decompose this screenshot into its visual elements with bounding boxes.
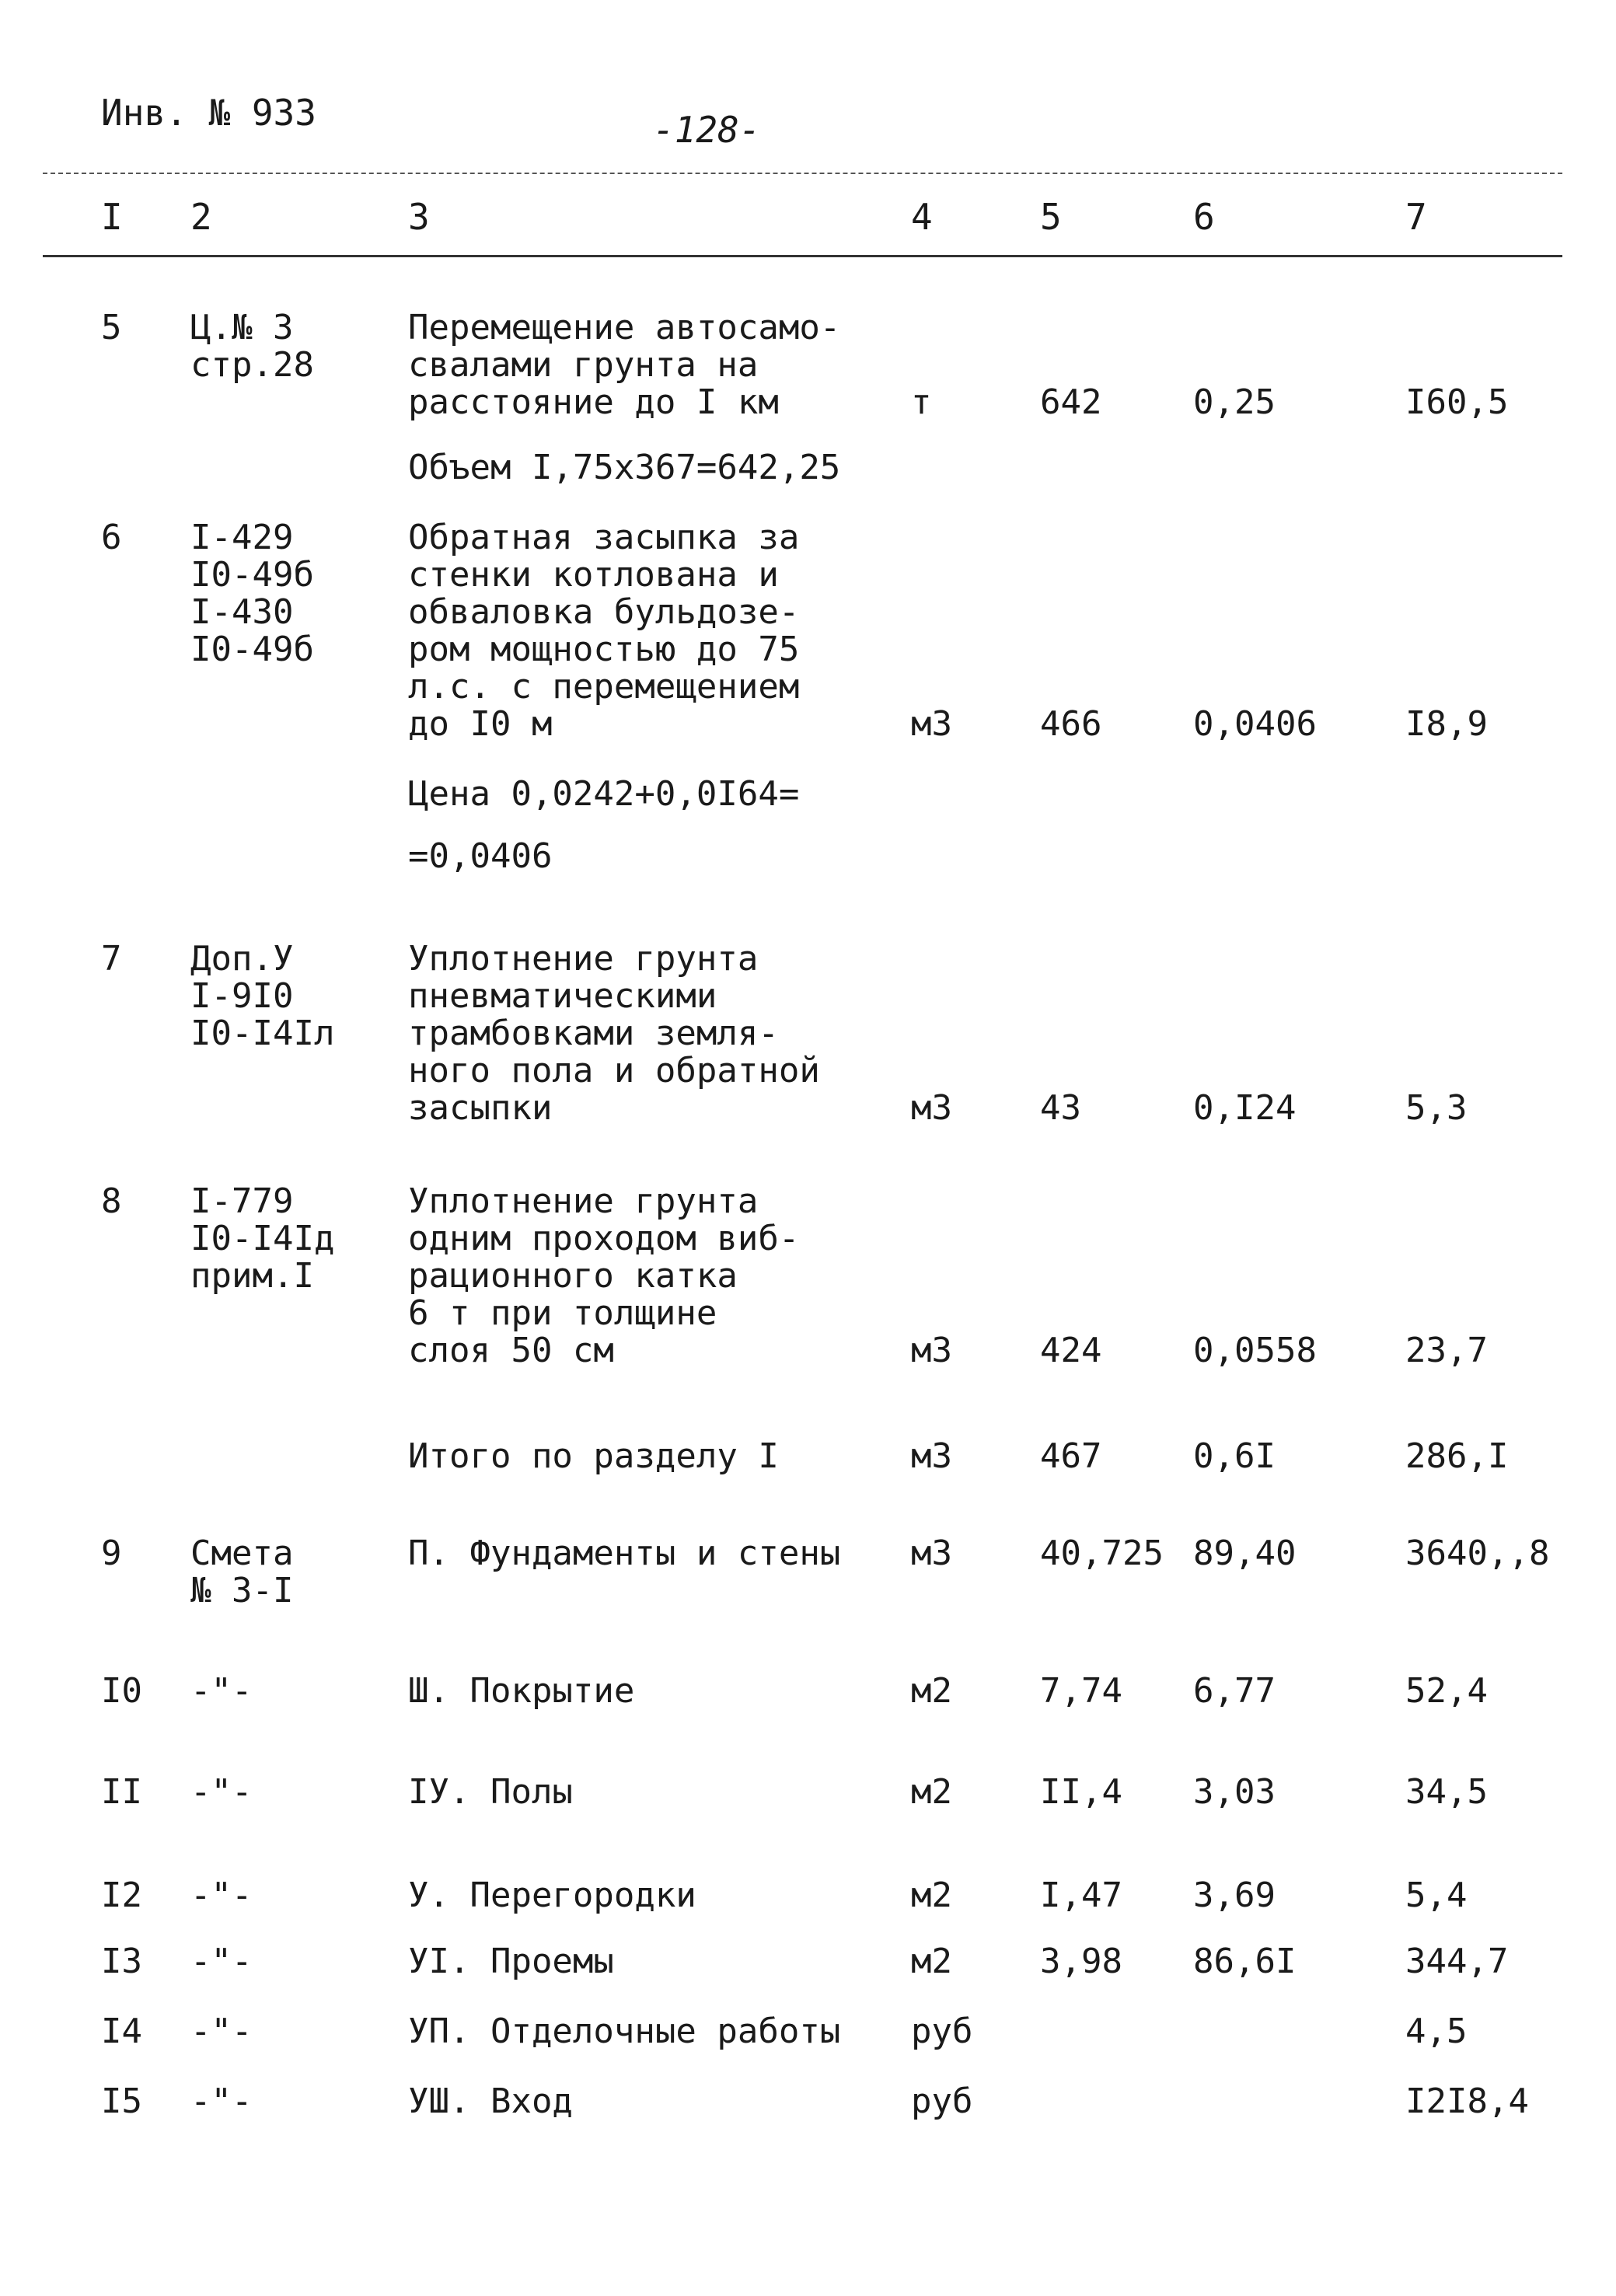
row-description: IУ. Полы [408, 1772, 573, 1812]
row-total: 3640,,8 [1405, 1534, 1550, 1573]
row-reference: -"- [190, 1671, 253, 1711]
row-reference: -"- [190, 2081, 253, 2121]
row-unit-price: 0,0558 [1193, 1331, 1317, 1370]
row-description: У. Перегородки [408, 1876, 696, 1915]
row-note: Цена 0,0242+0,0I64= [408, 774, 800, 814]
column-header-1: I [101, 196, 123, 238]
row-total: 5,3 [1405, 1088, 1468, 1128]
header-rule-top [43, 173, 1562, 174]
row-note: Объем I,75x367=642,25 [408, 448, 841, 487]
row-total: 34,5 [1405, 1772, 1488, 1812]
row-note: =0,0406 [408, 836, 553, 876]
row-description: Итого по разделу I [408, 1436, 779, 1476]
row-unit: м3 [911, 704, 952, 744]
row-description: УШ. Вход [408, 2081, 573, 2121]
row-total: 23,7 [1405, 1331, 1488, 1370]
row-number: II [101, 1772, 142, 1812]
row-description: П. Фундаменты и стены [408, 1534, 841, 1573]
row-unit-price: 0,I24 [1193, 1088, 1297, 1128]
row-number: 7 [101, 939, 122, 979]
column-header-6: 6 [1193, 196, 1215, 238]
row-reference: Смета № 3-I [190, 1534, 294, 1610]
row-description: УI. Проемы [408, 1942, 614, 1981]
row-reference: I-779 I0-I4Iд прим.I [190, 1181, 335, 1296]
row-unit: м2 [911, 1942, 952, 1981]
row-total: 52,4 [1405, 1671, 1488, 1711]
row-reference: I-429 I0-49б I-430 I0-49б [190, 518, 314, 669]
row-description: Уплотнение грунта пневматическими трамбовками земля- ного пола и обратной засыпки [408, 939, 820, 1128]
row-number: I4 [101, 2012, 142, 2051]
row-quantity: 43 [1040, 1088, 1081, 1128]
row-unit: м2 [911, 1772, 952, 1812]
row-number: I3 [101, 1942, 142, 1981]
row-total: 4,5 [1405, 2012, 1468, 2051]
row-reference: -"- [190, 1942, 253, 1981]
row-unit-price: 6,77 [1193, 1671, 1276, 1711]
row-quantity: 642 [1040, 382, 1102, 422]
row-total: I8,9 [1405, 704, 1488, 744]
row-number: 9 [101, 1534, 122, 1573]
row-number: 5 [101, 308, 122, 347]
row-reference: Ц.№ 3 стр.28 [190, 308, 314, 385]
row-unit: м3 [911, 1088, 952, 1128]
row-total: I60,5 [1405, 382, 1509, 422]
row-description: Обратная засыпка за стенки котлована и обваловка бульдозе- ром мощностью до 75 л.с. с перемещением до I0 м [408, 518, 800, 744]
row-total: 5,4 [1405, 1876, 1468, 1915]
row-reference: -"- [190, 1876, 253, 1915]
row-unit-price: 89,40 [1193, 1534, 1297, 1573]
header-rule-bottom [43, 255, 1562, 257]
inventory-number: Инв. № 933 [101, 92, 316, 134]
row-quantity: 424 [1040, 1331, 1102, 1370]
column-header-3: 3 [408, 196, 430, 238]
row-quantity: II,4 [1040, 1772, 1122, 1812]
row-reference: -"- [190, 2012, 253, 2051]
row-unit: м2 [911, 1671, 952, 1711]
row-unit: м2 [911, 1876, 952, 1915]
row-description: Уплотнение грунта одним проходом виб- рационного катка 6 т при толщине слоя 50 см [408, 1181, 800, 1370]
row-unit-price: 0,0406 [1193, 704, 1317, 744]
row-quantity: 466 [1040, 704, 1102, 744]
row-description: УП. Отделочные работы [408, 2012, 841, 2051]
row-quantity: 7,74 [1040, 1671, 1122, 1711]
row-unit: т [911, 382, 932, 422]
row-unit: руб [911, 2012, 973, 2051]
row-reference: -"- [190, 1772, 253, 1812]
row-quantity: 467 [1040, 1436, 1102, 1476]
row-reference: Доп.У I-9I0 I0-I4Iл [190, 939, 335, 1053]
row-unit: м3 [911, 1436, 952, 1476]
column-header-4: 4 [911, 196, 933, 238]
row-unit-price: 0,25 [1193, 382, 1276, 422]
column-header-5: 5 [1040, 196, 1062, 238]
column-header-2: 2 [190, 196, 212, 238]
row-unit: руб [911, 2081, 973, 2121]
row-description: Перемещение автосамо- свалами грунта на расстояние до I км [408, 308, 841, 422]
row-quantity: I,47 [1040, 1876, 1122, 1915]
row-number: I0 [101, 1671, 142, 1711]
row-number: I2 [101, 1876, 142, 1915]
row-unit-price: 3,03 [1193, 1772, 1276, 1812]
row-number: I5 [101, 2081, 142, 2121]
row-total: 286,I [1405, 1436, 1509, 1476]
row-unit: м3 [911, 1534, 952, 1573]
row-unit-price: 0,6I [1193, 1436, 1276, 1476]
row-quantity: 40,725 [1040, 1534, 1164, 1573]
page-number: -128- [653, 109, 761, 151]
row-description: Ш. Покрытие [408, 1671, 635, 1711]
row-unit: м3 [911, 1331, 952, 1370]
row-unit-price: 3,69 [1193, 1876, 1276, 1915]
column-header-7: 7 [1405, 196, 1427, 238]
row-number: 8 [101, 1181, 122, 1221]
row-unit-price: 86,6I [1193, 1942, 1297, 1981]
row-total: 344,7 [1405, 1942, 1509, 1981]
row-number: 6 [101, 518, 122, 557]
row-quantity: 3,98 [1040, 1942, 1122, 1981]
row-total: I2I8,4 [1405, 2081, 1529, 2121]
